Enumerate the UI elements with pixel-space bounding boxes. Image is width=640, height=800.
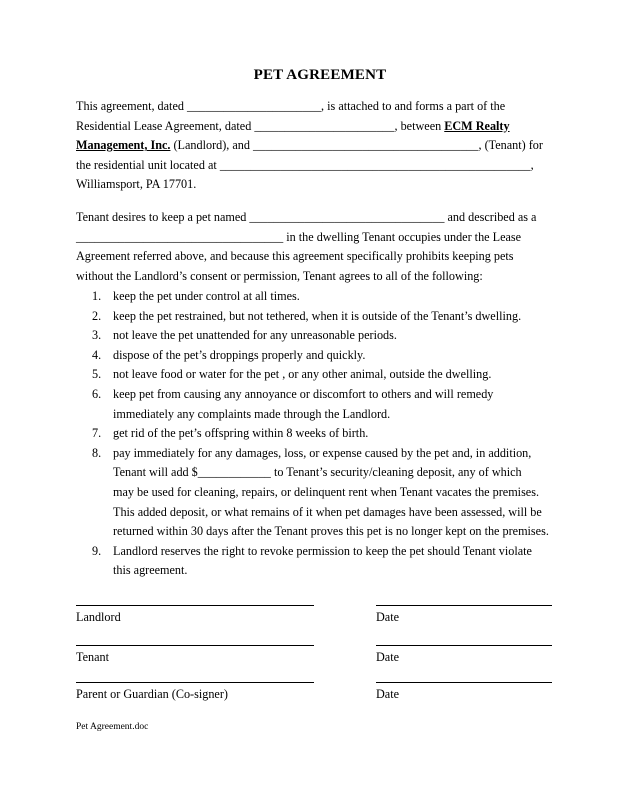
item-text: not leave food or water for the pet , or any other animal, outside the dwelling. [113,367,492,382]
item-text: may be used for cleaning, repairs, or delinquent rent when Tenant vacates the premises. [113,484,540,499]
intro-line [76,117,570,137]
cosigner-signature-block [76,682,314,702]
item-number: 4. [92,347,102,362]
item-text: This added deposit, or what remains of it when pet damages have been assessed, will be [113,504,542,519]
item-number: 9. [92,543,102,558]
list-item [92,424,572,444]
item-number: 8. [92,445,102,460]
item-text: returned within 30 days after the Tenant proves this pet is no longer kept on the premises. [113,524,549,539]
item-text: Tenant will add $____________ to Tenant’s security/cleaning deposit, any of which [113,465,522,480]
cosigner-signature-line[interactable] [76,682,314,683]
desire-line: Tenant desires to keep a pet named ________________________________ and described as a [76,210,537,224]
item-number: 6. [92,386,102,401]
tenant-date-label: Date [376,650,400,664]
item-text: pay immediately for any damages, loss, or expense caused by the pet and, in addition, [113,445,532,460]
intro-paragraph [76,97,570,195]
landlord-date-block [376,605,552,625]
list-item [92,307,572,327]
intro-line: Williamsport, PA 17701. [76,177,197,192]
cosigner-signature-label: Parent or Guardian (Co-signer) [76,687,228,701]
tenant-date-line[interactable] [376,645,552,646]
item-text: this agreement. [113,563,188,578]
item-number: 2. [92,308,102,323]
item-text: keep the pet restrained, but not tethered, when it is outside of the Tenant’s dwelling. [113,308,522,323]
item-number: 3. [92,328,102,343]
list-item [92,346,572,366]
item-text: dispose of the pet’s droppings properly and quickly. [113,347,366,362]
landlord-signature-block [76,605,314,625]
intro-line: the residential unit located at ___________________________________________________, [76,157,534,172]
intro-line: This agreement, dated ______________________, is attached to and forms a part of the [76,99,506,113]
item-text: get rid of the pet’s offspring within 8 weeks of birth. [113,426,369,441]
document-footer: Pet Agreement.doc [76,722,149,732]
list-item [92,385,572,424]
cosigner-date-label: Date [376,687,400,701]
intro-line-text: Residential Lease Agreement, dated _______________________, between [76,118,445,133]
document-title: PET AGREEMENT [253,67,387,83]
tenant-signature-block [76,645,314,665]
terms-list [92,287,572,581]
item-text: Landlord reserves the right to revoke permission to keep the pet should Tenant violate [113,543,532,558]
landlord-signature-label: Landlord [76,610,121,624]
item-number: 1. [92,289,102,303]
intro-line-text: (Landlord), and _____________________________________, (Tenant) for [170,138,543,153]
landlord-date-line[interactable] [376,605,552,606]
tenant-signature-label: Tenant [76,650,109,664]
list-item [92,287,572,307]
landlord-company-name: ECM Realty [444,118,510,133]
landlord-signature-line[interactable] [76,605,314,606]
cosigner-date-block [376,682,552,702]
cosigner-date-line[interactable] [376,682,552,683]
desire-paragraph [76,208,570,286]
desire-line: Agreement referred above, and because this agreement specifically prohibits keeping pets [76,249,514,264]
item-text: keep pet from causing any annoyance or discomfort to others and will remedy [113,386,494,401]
intro-line [76,136,570,156]
desire-line: without the Landlord’s consent or permission, Tenant agrees to all of the following: [76,268,483,283]
list-item [92,542,572,581]
item-text: not leave the pet unattended for any unreasonable periods. [113,328,397,343]
list-item [92,326,572,346]
item-text: immediately any complaints made through the Landlord. [113,406,391,421]
item-number: 7. [92,426,102,441]
desire-line: __________________________________ in the dwelling Tenant occupies under the Lease [76,229,522,244]
item-number: 5. [92,367,102,382]
list-item [92,444,572,542]
item-text: keep the pet under control at all times. [113,289,300,303]
tenant-signature-line[interactable] [76,645,314,646]
tenant-date-block [376,645,552,665]
landlord-date-label: Date [376,610,400,624]
list-item [92,365,572,385]
landlord-company-name-cont: Management, Inc. [76,138,171,153]
